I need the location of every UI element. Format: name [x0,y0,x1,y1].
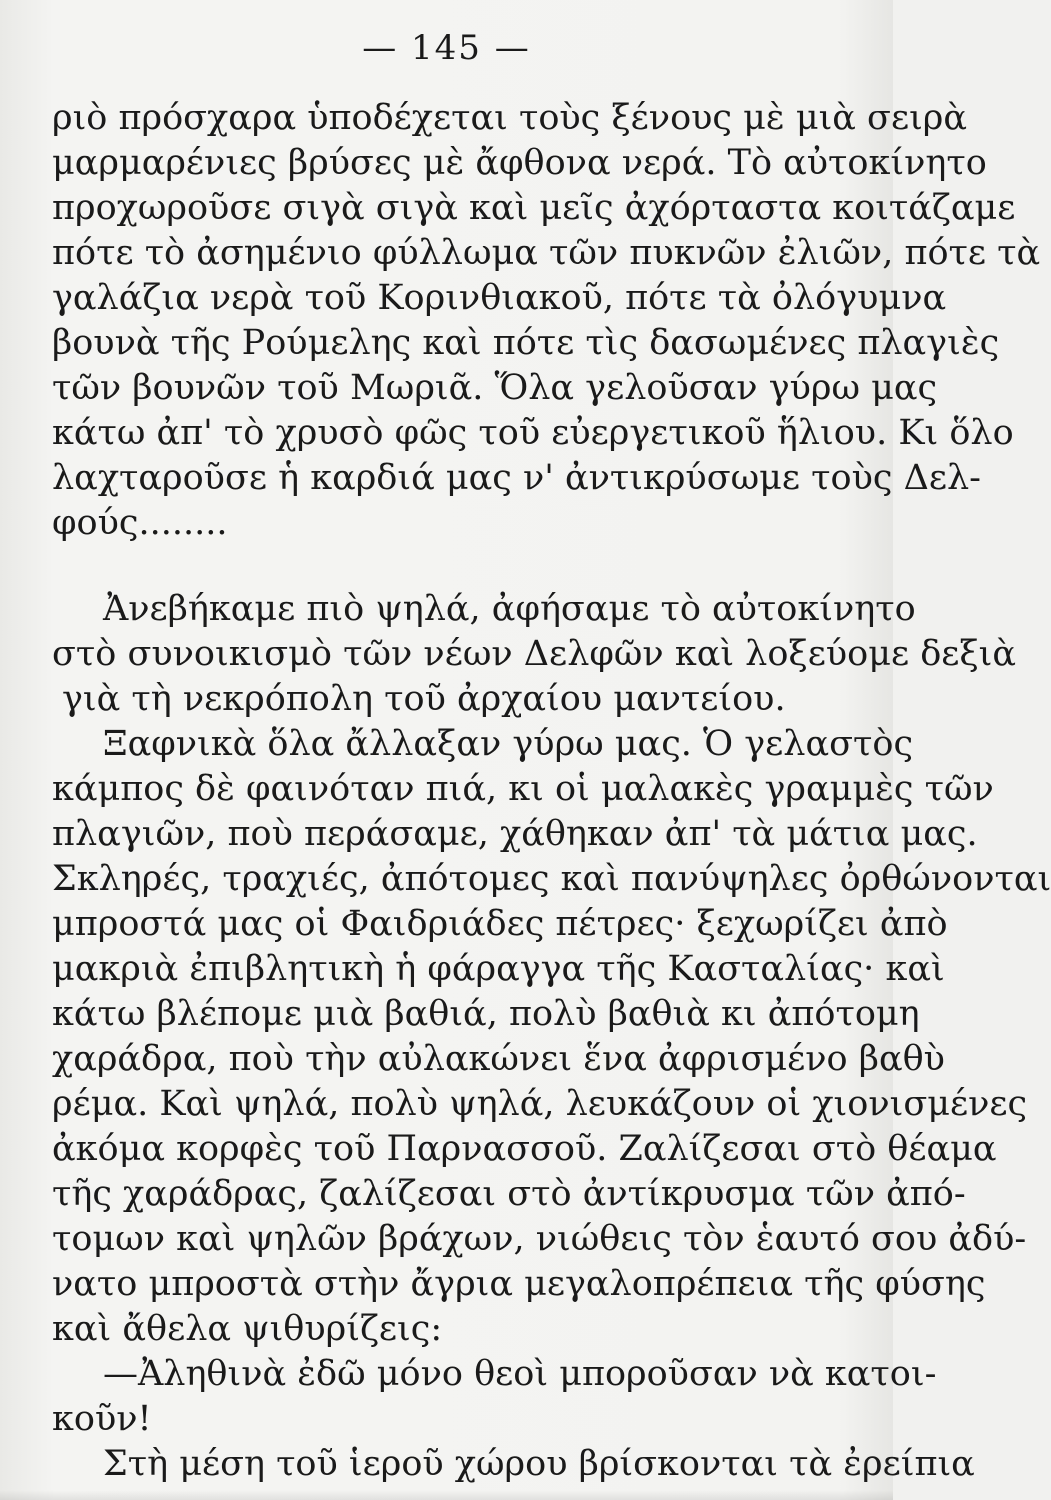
page-number: — 145 — [362,28,531,68]
text-line-28: καὶ ἄθελα ψιθυρίζεις: [52,1309,443,1349]
text-line-9: λαχταροῦσε ἡ καρδιά μας ν' ἀντικρύσωμε τοὺς Δελ- [52,458,981,498]
text-line-16: κάμπος δὲ φαινόταν πιά, κι οἱ μαλακὲς γραμμὲς τῶν [52,769,994,809]
text-line-10: φούς........ [52,503,228,543]
text-line-13: στὸ συνοικισμὸ τῶν νέων Δελφῶν καὶ λοξεύομε δεξιὰ [52,634,1017,674]
text-line-5: γαλάζια νερὰ τοῦ Κορινθιακοῦ, πότε τὰ ὀλόγυμνα [52,278,947,318]
text-line-17: πλαγιῶν, ποὺ περάσαμε, χάθηκαν ἀπ' τὰ μάτια μας. [52,814,978,854]
text-line-26: τομων καὶ ψηλῶν βράχων, νιώθεις τὸν ἑαυτό σου ἀδύ- [52,1219,1027,1259]
text-line-25: τῆς χαράδρας, ζαλίζεσαι στὸ ἀντίκρυσμα τῶν ἀπό- [52,1174,966,1214]
text-line-24: ἀκόμα κορφὲς τοῦ Παρνασσοῦ. Ζαλίζεσαι στὸ θέαμα [52,1129,997,1169]
text-line-22: χαράδρα, ποὺ τὴν αὐλακώνει ἕνα ἀφρισμένο βαθὺ [52,1039,945,1079]
text-line-23: ρέμα. Καὶ ψηλά, πολὺ ψηλά, λευκάζουν οἱ χιονισμένες [52,1084,1028,1124]
text-line-21: κάτω βλέπομε μιὰ βαθιά, πολὺ βαθιὰ κι ἀπότομη [52,994,920,1034]
text-line-4: πότε τὸ ἀσημένιο φύλλωμα τῶν πυκνῶν ἐλιῶν, πότε τὰ [52,233,1041,273]
text-line-31: Στὴ μέση τοῦ ἱεροῦ χώρου βρίσκονται τὰ ἐρείπια [103,1444,975,1484]
text-line-1: ριὸ πρόσχαρα ὑποδέχεται τοὺς ξένους μὲ μιὰ σειρὰ [52,98,968,138]
page-bottom-shadow [0,1490,893,1500]
text-line-7: τῶν βουνῶν τοῦ Μωριᾶ. Ὅλα γελοῦσαν γύρω μας [52,368,938,408]
text-line-14: γιὰ τὴ νεκρόπολη τοῦ ἀρχαίου μαντείου. [62,679,786,719]
text-line-12: Ἀνεβήκαμε πιὸ ψηλά, ἀφήσαμε τὸ αὐτοκίνητο [103,589,916,629]
text-line-27: νατο μπροστὰ στὴν ἄγρια μεγαλοπρέπεια τῆς φύσης [52,1264,986,1304]
text-line-15: Ξαφνικὰ ὅλα ἄλλαξαν γύρω μας. Ὁ γελαστὸς [103,724,914,764]
text-line-18: Σκληρές, τραχιές, ἀπότομες καὶ πανύψηλες ὀρθώνονται [52,859,1051,899]
text-line-19: μπροστά μας οἱ Φαιδριάδες πέτρες· ξεχωρίζει ἀπὸ [52,904,948,944]
text-line-8: κάτω ἀπ' τὸ χρυσὸ φῶς τοῦ εὐεργετικοῦ ἥλιου. Κι ὅλο [52,413,1014,453]
text-line-20: μακριὰ ἐπιβλητικὴ ἡ φάραγγα τῆς Κασταλίας· καὶ [52,949,945,989]
text-line-30: κοῦν! [52,1399,152,1439]
text-line-6: βουνὰ τῆς Ρούμελης καὶ πότε τὶς δασωμένες πλαγιὲς [52,323,1000,363]
text-line-2: μαρμαρένιες βρύσες μὲ ἄφθονα νερά. Τὸ αὐτοκίνητο [52,143,987,183]
text-line-29: —Ἀληθινὰ ἐδῶ μόνο θεοὶ μποροῦσαν νὰ κατοι- [103,1354,937,1394]
text-line-3: προχωροῦσε σιγὰ σιγὰ καὶ μεῖς ἀχόρταστα κοιτάζαμε [52,188,1016,228]
